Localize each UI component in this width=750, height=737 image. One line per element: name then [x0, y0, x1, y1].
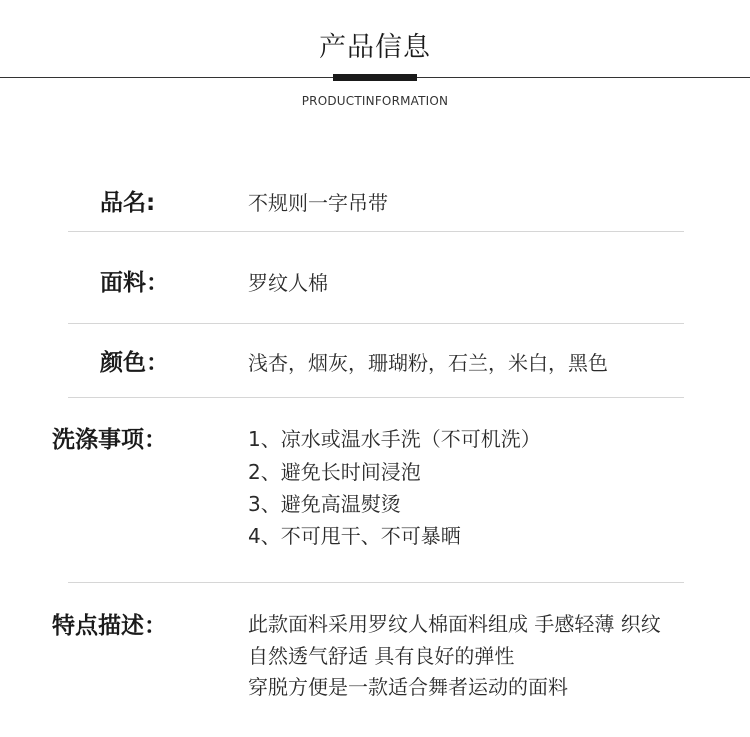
fabric-value: 罗纹人棉	[248, 271, 328, 295]
feature-label: 特点描述：	[52, 613, 167, 639]
feature-line-3: 穿脱方便是一款适合舞者运动的面料	[248, 675, 568, 699]
washing-line-3: 3、避免高温熨烫	[248, 492, 401, 516]
feature-line-2: 自然透气舒适 具有良好的弹性	[248, 644, 515, 668]
page-subtitle: PRODUCTINFORMATION	[301, 94, 449, 108]
row-divider	[68, 582, 684, 583]
product-name-value: 不规则一字吊带	[248, 191, 388, 215]
row-divider	[68, 231, 684, 232]
page-title: 产品信息	[319, 32, 431, 63]
washing-line-4: 4、不可甩干、不可暴晒	[248, 524, 461, 548]
header-accent-bar	[333, 74, 417, 81]
washing-line-1: 1、凉水或温水手洗（不可机洗）	[248, 427, 541, 451]
row-divider	[68, 397, 684, 398]
washing-line-2: 2、避免长时间浸泡	[248, 460, 421, 484]
color-value: 浅杏，烟灰，珊瑚粉，石兰，米白，黑色	[248, 351, 608, 375]
row-divider	[68, 323, 684, 324]
feature-line-1: 此款面料采用罗纹人棉面料组成 手感轻薄 织纹	[248, 612, 661, 636]
fabric-label: 面料：	[100, 270, 169, 296]
product-name-label: 品名:	[100, 190, 156, 216]
washing-label: 洗涤事项：	[52, 427, 167, 453]
color-label: 颜色：	[100, 350, 169, 376]
